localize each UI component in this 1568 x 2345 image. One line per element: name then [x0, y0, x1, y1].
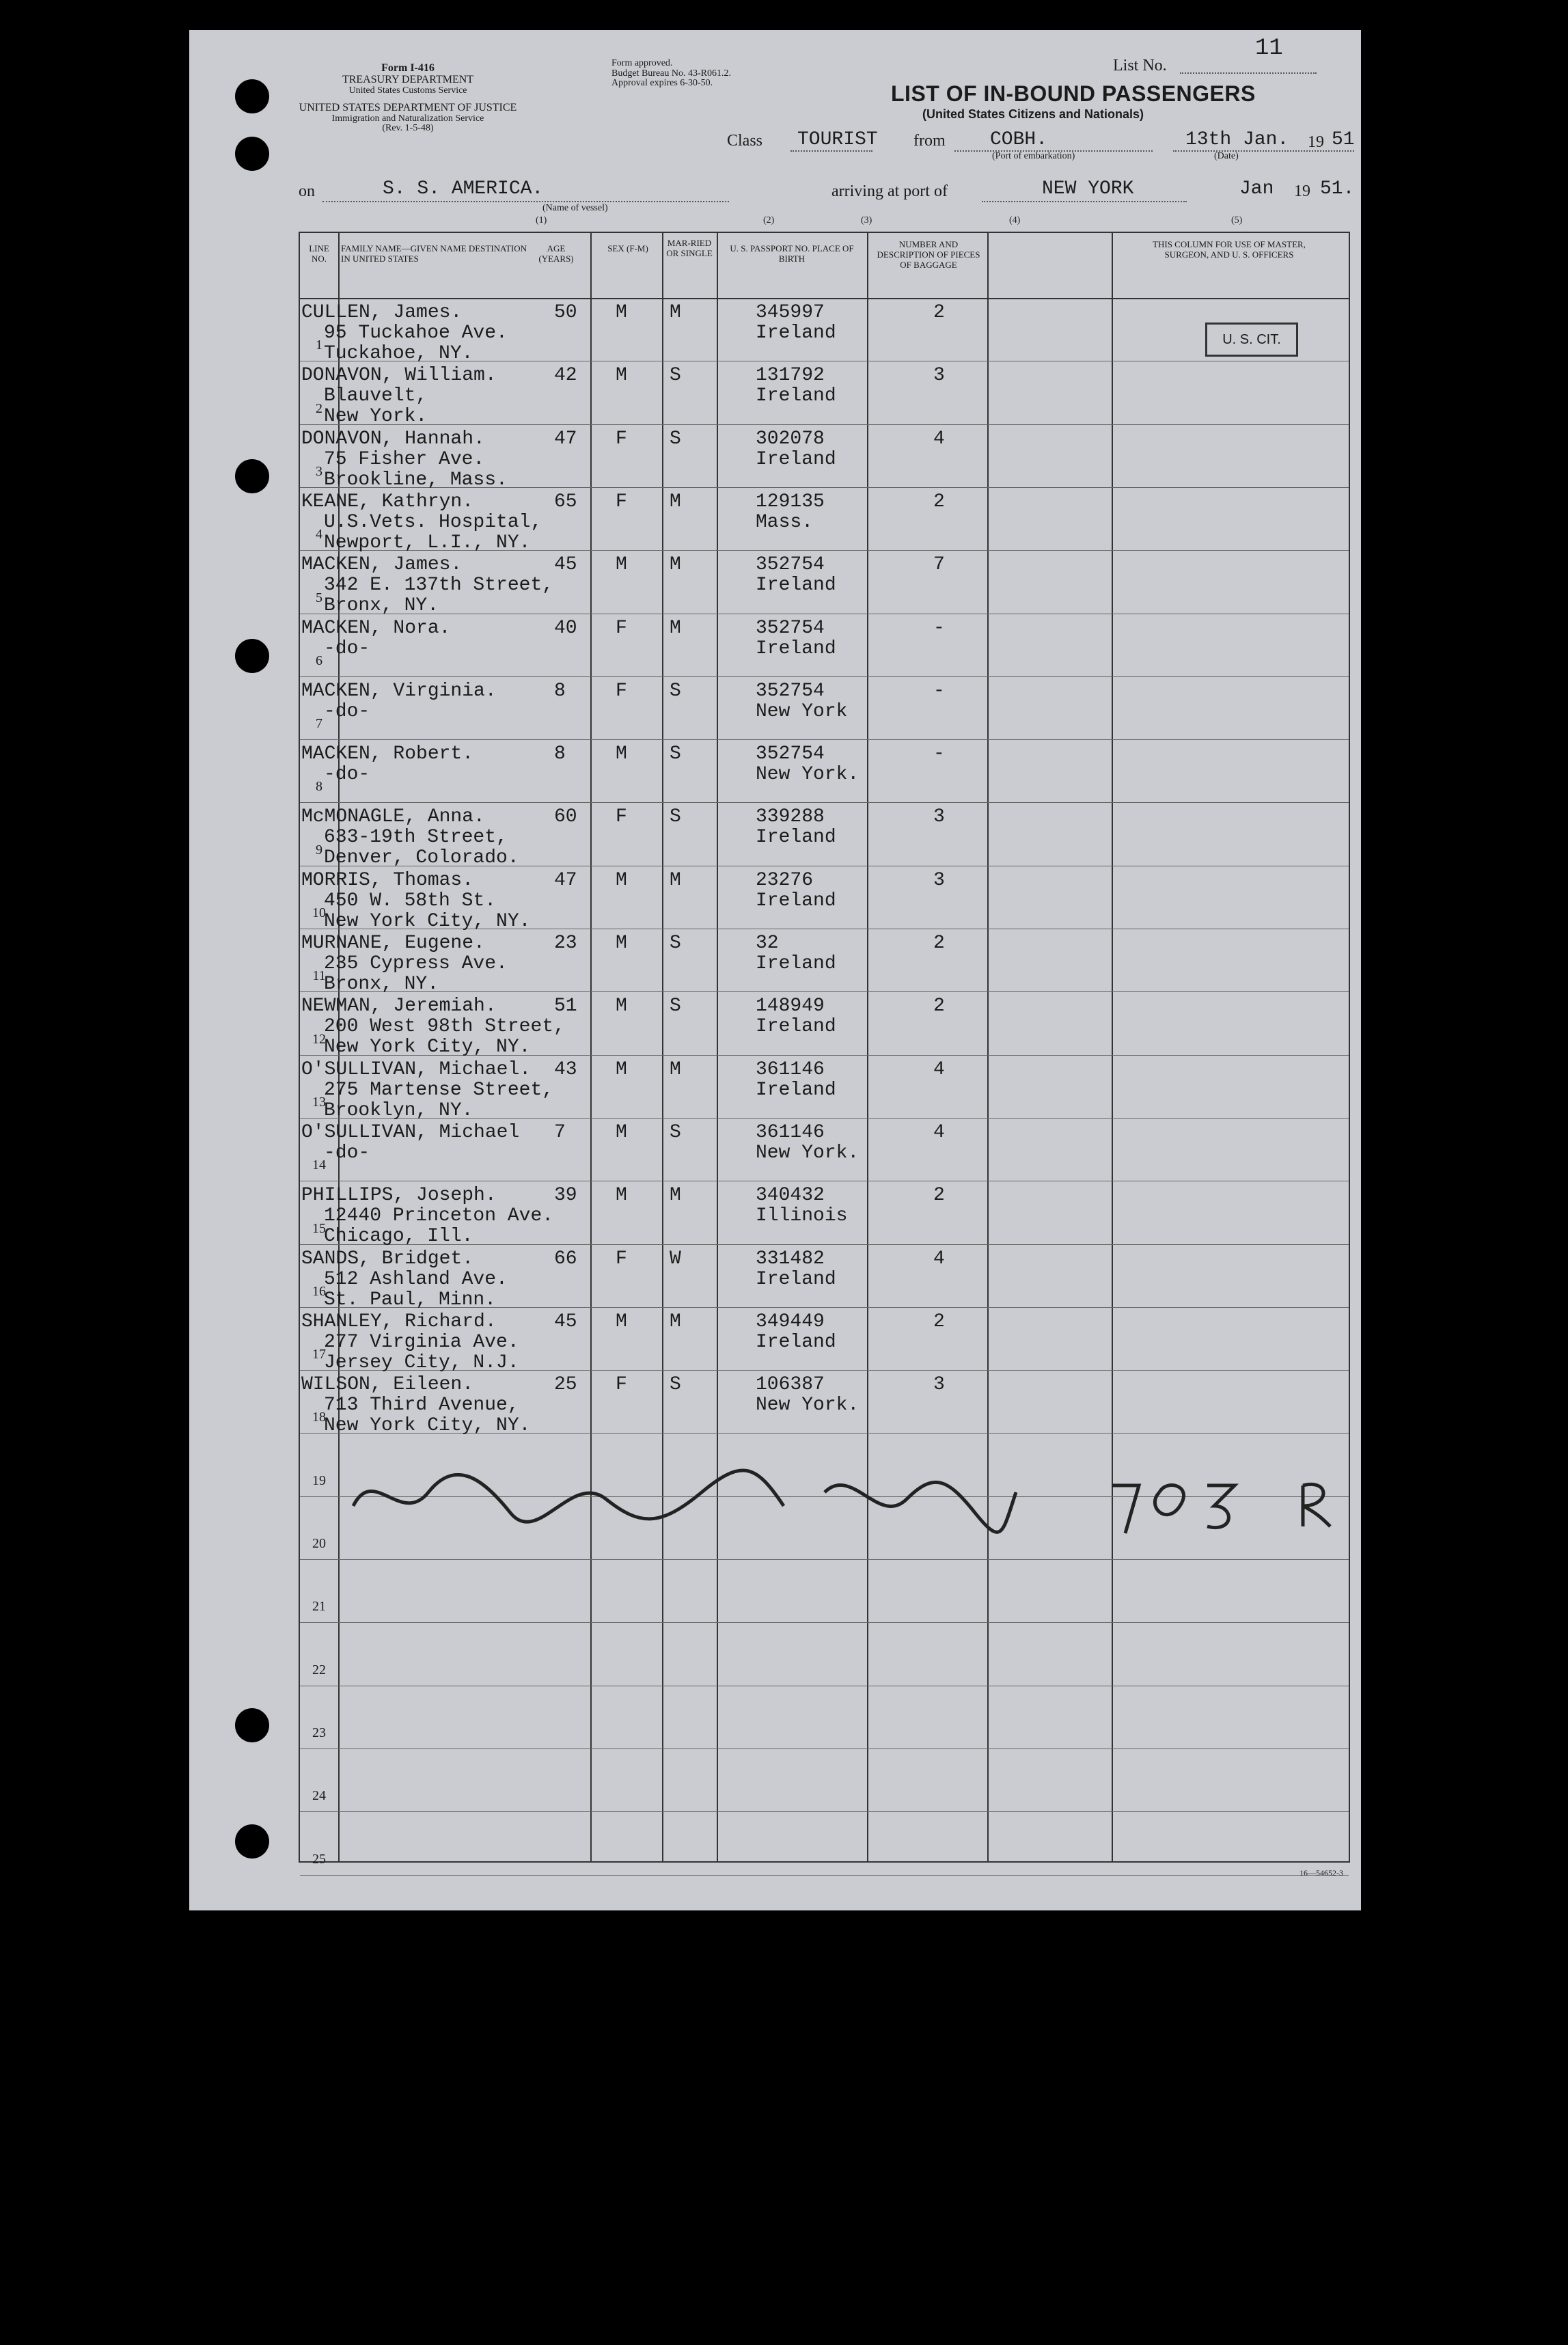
passenger-address: 95 Tuckahoe Ave.	[324, 323, 508, 344]
passenger-name: MURNANE, Eugene.	[301, 933, 485, 954]
col-header-line: LINE NO.	[309, 243, 329, 264]
passenger-sex: F	[616, 491, 627, 512]
passenger-name: WILSON, Eileen.	[301, 1374, 474, 1396]
birth-place: New York.	[756, 1142, 859, 1164]
row-divider	[300, 1811, 1349, 1812]
passenger-sex: F	[616, 1374, 627, 1396]
passenger-sex: M	[616, 1058, 627, 1080]
passport-number: 32	[756, 933, 779, 954]
baggage-count: 7	[933, 554, 945, 576]
passenger-table	[299, 232, 1350, 1867]
passenger-age: 47	[554, 428, 577, 450]
vessel-caption: (Name of vessel)	[542, 203, 608, 213]
passenger-address: 512 Ashland Ave.	[324, 1268, 508, 1290]
birth-place: Ireland	[756, 827, 836, 849]
birth-place: New York	[756, 700, 848, 722]
line-number: 24	[312, 1788, 326, 1804]
year-prefix: 19	[1308, 133, 1324, 151]
print-code: 16—54652-3	[1299, 1868, 1343, 1878]
baggage-count: 2	[933, 933, 945, 954]
passenger-age: 42	[554, 365, 577, 387]
manifest-page	[189, 30, 1361, 1910]
passenger-address: -do-	[324, 700, 370, 722]
baggage-count: 4	[933, 1248, 945, 1270]
marital-status: M	[670, 1311, 681, 1332]
baggage-count: -	[933, 743, 945, 765]
passenger-sex: F	[616, 680, 627, 702]
passenger-address: 277 Virginia Ave.	[324, 1331, 519, 1353]
baggage-count: 2	[933, 491, 945, 512]
arrival-year-prefix: 19	[1294, 182, 1310, 200]
baggage-count: 4	[933, 1121, 945, 1143]
passenger-address: 633-19th Street,	[324, 827, 508, 849]
passenger-city: Brooklyn, NY.	[324, 1099, 473, 1121]
passenger-city: Newport, L.I., NY.	[324, 532, 531, 553]
port-line	[982, 201, 1187, 202]
line-number: 6	[316, 653, 322, 668]
passport-number: 340432	[756, 1185, 825, 1207]
passenger-address: -do-	[324, 1142, 370, 1164]
passenger-sex: M	[616, 554, 627, 576]
passport-number: 331482	[756, 1248, 825, 1270]
row-divider	[300, 802, 1349, 803]
justice-header	[299, 102, 517, 134]
baggage-count: -	[933, 680, 945, 702]
passenger-city: New York City, NY.	[324, 910, 531, 932]
passenger-city: Tuckahoe, NY.	[324, 343, 473, 364]
line-number: 25	[312, 1851, 326, 1867]
passenger-address: 235 Cypress Ave.	[324, 953, 508, 974]
passenger-address: 342 E. 137th Street,	[324, 575, 554, 596]
passenger-age: 23	[554, 933, 577, 954]
passenger-age: 47	[554, 869, 577, 891]
passenger-sex: F	[616, 806, 627, 828]
budget-bureau: Budget Bureau No. 43-R061.2.	[611, 68, 731, 79]
marital-status: S	[670, 365, 681, 387]
revision: (Rev. 1-5-48)	[382, 123, 434, 134]
class-label: Class	[727, 132, 763, 150]
passenger-city: New York.	[324, 406, 428, 428]
line-number: 7	[316, 716, 322, 732]
birth-place: Ireland	[756, 637, 836, 659]
marital-status: S	[670, 1121, 681, 1143]
passenger-age: 50	[554, 302, 577, 323]
marital-status: S	[670, 428, 681, 450]
passenger-address: U.S.Vets. Hospital,	[324, 511, 542, 533]
passport-number: 361146	[756, 1121, 825, 1143]
passenger-sex: M	[616, 996, 627, 1017]
baggage-count: 4	[933, 428, 945, 450]
marital-status: M	[670, 869, 681, 891]
line-number: 10	[312, 905, 326, 920]
baggage-count: -	[933, 617, 945, 639]
marital-status: S	[670, 680, 681, 702]
list-no-line	[1180, 72, 1317, 74]
col-num: (2)	[763, 215, 775, 225]
passenger-sex: M	[616, 365, 627, 387]
col-header-sex: SEX (F-M)	[607, 243, 648, 253]
passenger-city: New York City, NY.	[324, 1037, 531, 1058]
passport-number: 131792	[756, 365, 825, 387]
passenger-sex: M	[616, 933, 627, 954]
passport-number: 148949	[756, 996, 825, 1017]
passenger-city: Chicago, Ill.	[324, 1226, 473, 1248]
passenger-age: 7	[554, 1121, 566, 1143]
col-num: (3)	[861, 215, 872, 225]
passenger-age: 65	[554, 491, 577, 512]
line-number: 14	[312, 1157, 326, 1173]
line-number: 9	[316, 842, 322, 858]
baggage-count: 3	[933, 869, 945, 891]
marital-status: S	[670, 806, 681, 828]
line-number: 18	[312, 1410, 326, 1425]
passenger-sex: F	[616, 428, 627, 450]
marital-status: S	[670, 933, 681, 954]
vessel-value: S. S. AMERICA.	[383, 178, 544, 200]
line-number: 2	[316, 400, 322, 416]
passenger-address: 450 W. 58th St.	[324, 890, 497, 911]
baggage-count: 2	[933, 996, 945, 1017]
line-number: 12	[312, 1031, 326, 1047]
passenger-address: 12440 Princeton Ave.	[324, 1205, 554, 1227]
passenger-name: NEWMAN, Jeremiah.	[301, 996, 497, 1017]
passenger-address: Blauvelt,	[324, 385, 428, 407]
line-number: 16	[312, 1283, 326, 1299]
line-number: 20	[312, 1536, 326, 1551]
year-value: 51	[1332, 129, 1355, 150]
on-label: on	[299, 182, 315, 200]
baggage-count: 2	[933, 1185, 945, 1207]
passport-number: 23276	[756, 869, 814, 891]
birth-place: New York.	[756, 764, 859, 786]
row-divider	[300, 676, 1349, 677]
birth-place: Ireland	[756, 1016, 836, 1038]
passenger-sex: M	[616, 1311, 627, 1332]
line-number: 17	[312, 1347, 326, 1362]
passenger-name: MACKEN, Robert.	[301, 743, 474, 765]
passenger-name: O'SULLIVAN, Michael	[301, 1121, 520, 1143]
passenger-age: 60	[554, 806, 577, 828]
passenger-city: Denver, Colorado.	[324, 847, 519, 869]
approval-block	[611, 59, 789, 89]
passport-number: 352754	[756, 554, 825, 576]
birth-place: Ireland	[756, 323, 836, 344]
row-divider	[300, 424, 1349, 425]
date-value: 13th Jan.	[1185, 129, 1289, 150]
passenger-age: 40	[554, 617, 577, 639]
passenger-sex: M	[616, 302, 627, 323]
passenger-age: 8	[554, 680, 566, 702]
passenger-address: 713 Third Avenue,	[324, 1395, 519, 1416]
line-number: 13	[312, 1094, 326, 1110]
form-number: Form I-416	[381, 62, 435, 74]
passport-number: 361146	[756, 1058, 825, 1080]
passenger-address: -do-	[324, 764, 370, 786]
passenger-name: MACKEN, Virginia.	[301, 680, 497, 702]
passenger-city: Brookline, Mass.	[324, 469, 508, 491]
punch-hole	[235, 459, 269, 493]
line-number: 3	[316, 463, 322, 479]
baggage-count: 3	[933, 806, 945, 828]
list-no-value: 11	[1255, 36, 1283, 61]
marital-status: M	[670, 302, 681, 323]
marital-status: M	[670, 1185, 681, 1207]
passport-number: 352754	[756, 743, 825, 765]
passenger-address: 200 West 98th Street,	[324, 1016, 565, 1038]
arrival-date: Jan	[1239, 178, 1274, 200]
passenger-sex: F	[616, 1248, 627, 1270]
passport-number: 352754	[756, 680, 825, 702]
col-header-married: MAR-RIED OR SINGLE	[666, 238, 713, 258]
birth-place: Ireland	[756, 1268, 836, 1290]
passenger-name: DONAVON, William.	[301, 365, 497, 387]
passenger-age: 66	[554, 1248, 577, 1270]
embark-caption: (Port of embarkation)	[992, 151, 1075, 161]
punch-hole	[235, 137, 269, 171]
passenger-age: 8	[554, 743, 566, 765]
baggage-count: 2	[933, 1311, 945, 1332]
date-line	[1173, 150, 1354, 152]
passenger-address: -do-	[324, 637, 370, 659]
passenger-sex: F	[616, 617, 627, 639]
row-divider	[300, 739, 1349, 740]
marital-status: S	[670, 1374, 681, 1396]
passenger-sex: M	[616, 1185, 627, 1207]
marital-status: M	[670, 617, 681, 639]
marital-status: W	[670, 1248, 681, 1270]
marital-status: M	[670, 1058, 681, 1080]
col-header-name: FAMILY NAME—GIVEN NAME DESTINATION IN UNITED STATES	[341, 243, 527, 264]
passenger-name: MORRIS, Thomas.	[301, 869, 474, 891]
from-label: from	[913, 132, 946, 150]
line-number: 11	[312, 968, 326, 984]
passenger-name: KEANE, Kathryn.	[301, 491, 474, 512]
vessel-line	[322, 201, 729, 202]
document-subtitle: (United States Citizens and Nationals)	[922, 107, 1144, 121]
us-citizen-stamp: U. S. CIT.	[1205, 323, 1298, 357]
justice-dept: UNITED STATES DEPARTMENT OF JUSTICE	[299, 102, 517, 113]
passenger-city: Bronx, NY.	[324, 595, 439, 617]
passenger-city: Bronx, NY.	[324, 974, 439, 995]
form-approved: Form approved.	[611, 58, 673, 68]
baggage-count: 4	[933, 1058, 945, 1080]
passenger-name: SANDS, Bridget.	[301, 1248, 474, 1270]
col-header-baggage: NUMBER AND DESCRIPTION OF PIECES OF BAGGAGE	[877, 239, 980, 270]
passenger-city: Jersey City, N.J.	[324, 1352, 519, 1373]
birth-place: Ireland	[756, 1331, 836, 1353]
col-num: (5)	[1231, 215, 1243, 225]
arrival-year: 51.	[1320, 178, 1355, 200]
col-num: (1)	[536, 215, 547, 225]
passport-number: 345997	[756, 302, 825, 323]
inspector-signature	[346, 1451, 1371, 1554]
line-number: 4	[316, 527, 322, 543]
birth-place: Ireland	[756, 575, 836, 596]
passenger-address: 75 Fisher Ave.	[324, 448, 485, 470]
treasury-dept: TREASURY DEPARTMENT	[342, 73, 474, 85]
line-number: 1	[316, 338, 322, 353]
baggage-count: 3	[933, 365, 945, 387]
birth-place: Ireland	[756, 953, 836, 974]
row-divider	[300, 1559, 1349, 1560]
col-header-age: AGE (YEARS)	[538, 243, 574, 264]
passenger-age: 39	[554, 1185, 577, 1207]
passport-number: 106387	[756, 1374, 825, 1396]
punch-hole	[235, 639, 269, 673]
class-value: TOURIST	[797, 129, 878, 150]
passenger-age: 45	[554, 1311, 577, 1332]
row-divider	[300, 1622, 1349, 1623]
baggage-count: 2	[933, 302, 945, 323]
birth-place: Ireland	[756, 1079, 836, 1101]
passport-number: 129135	[756, 491, 825, 512]
punch-hole	[235, 1708, 269, 1742]
passenger-name: PHILLIPS, Joseph.	[301, 1185, 497, 1207]
passenger-name: MACKEN, Nora.	[301, 617, 451, 639]
customs-service: United States Customs Service	[348, 85, 467, 96]
passenger-name: MACKEN, James.	[301, 554, 463, 576]
passenger-sex: M	[616, 869, 627, 891]
birth-place: New York.	[756, 1395, 859, 1416]
birth-place: Illinois	[756, 1205, 848, 1227]
line-number: 23	[312, 1725, 326, 1740]
passport-number: 339288	[756, 806, 825, 828]
passenger-name: DONAVON, Hannah.	[301, 428, 485, 450]
passenger-name: O'SULLIVAN, Michael.	[301, 1058, 532, 1080]
marital-status: S	[670, 743, 681, 765]
birth-place: Ireland	[756, 448, 836, 470]
marital-status: M	[670, 491, 681, 512]
marital-status: S	[670, 996, 681, 1017]
passenger-age: 25	[554, 1374, 577, 1396]
line-number: 19	[312, 1472, 326, 1488]
port-value: NEW YORK	[1042, 178, 1134, 200]
baggage-count: 3	[933, 1374, 945, 1396]
passport-number: 352754	[756, 617, 825, 639]
ins-service: Immigration and Naturalization Service	[331, 113, 484, 124]
marital-status: M	[670, 554, 681, 576]
passenger-city: St. Paul, Minn.	[324, 1289, 497, 1311]
class-line	[790, 150, 872, 152]
arriving-label: arriving at port of	[831, 182, 948, 200]
punch-hole	[235, 79, 269, 113]
line-number: 8	[316, 779, 322, 795]
passenger-name: McMONAGLE, Anna.	[301, 806, 485, 828]
row-divider	[300, 1875, 1349, 1876]
passenger-sex: M	[616, 1121, 627, 1143]
approval-expiry: Approval expires 6-30-50.	[611, 78, 713, 89]
passenger-age: 43	[554, 1058, 577, 1080]
passenger-address: 275 Martense Street,	[324, 1079, 554, 1101]
birth-place: Ireland	[756, 890, 836, 911]
line-number: 15	[312, 1220, 326, 1236]
punch-hole	[235, 1824, 269, 1859]
col-header-passport: U. S. PASSPORT NO. PLACE OF BIRTH	[730, 243, 854, 264]
passenger-age: 51	[554, 996, 577, 1017]
form-header-left	[278, 63, 538, 96]
line-number: 21	[312, 1599, 326, 1615]
passenger-sex: M	[616, 743, 627, 765]
col-header-officers: THIS COLUMN FOR USE OF MASTER, SURGEON, AND U. S. OFFICERS	[1153, 239, 1306, 260]
row-divider	[300, 991, 1349, 992]
line-number: 5	[316, 590, 322, 605]
passenger-name: CULLEN, James.	[301, 302, 463, 323]
birth-place: Ireland	[756, 385, 836, 407]
list-no-label: List No.	[1113, 57, 1167, 74]
line-number: 22	[312, 1662, 326, 1677]
from-value: COBH.	[990, 129, 1048, 150]
birth-place: Mass.	[756, 511, 814, 533]
passenger-city: New York City, NY.	[324, 1415, 531, 1437]
col-num: (4)	[1009, 215, 1021, 225]
passenger-name: SHANLEY, Richard.	[301, 1311, 497, 1332]
document-title: LIST OF IN-BOUND PASSENGERS	[891, 81, 1256, 106]
passenger-age: 45	[554, 554, 577, 576]
date-caption: (Date)	[1214, 151, 1239, 161]
passport-number: 302078	[756, 428, 825, 450]
passport-number: 349449	[756, 1311, 825, 1332]
